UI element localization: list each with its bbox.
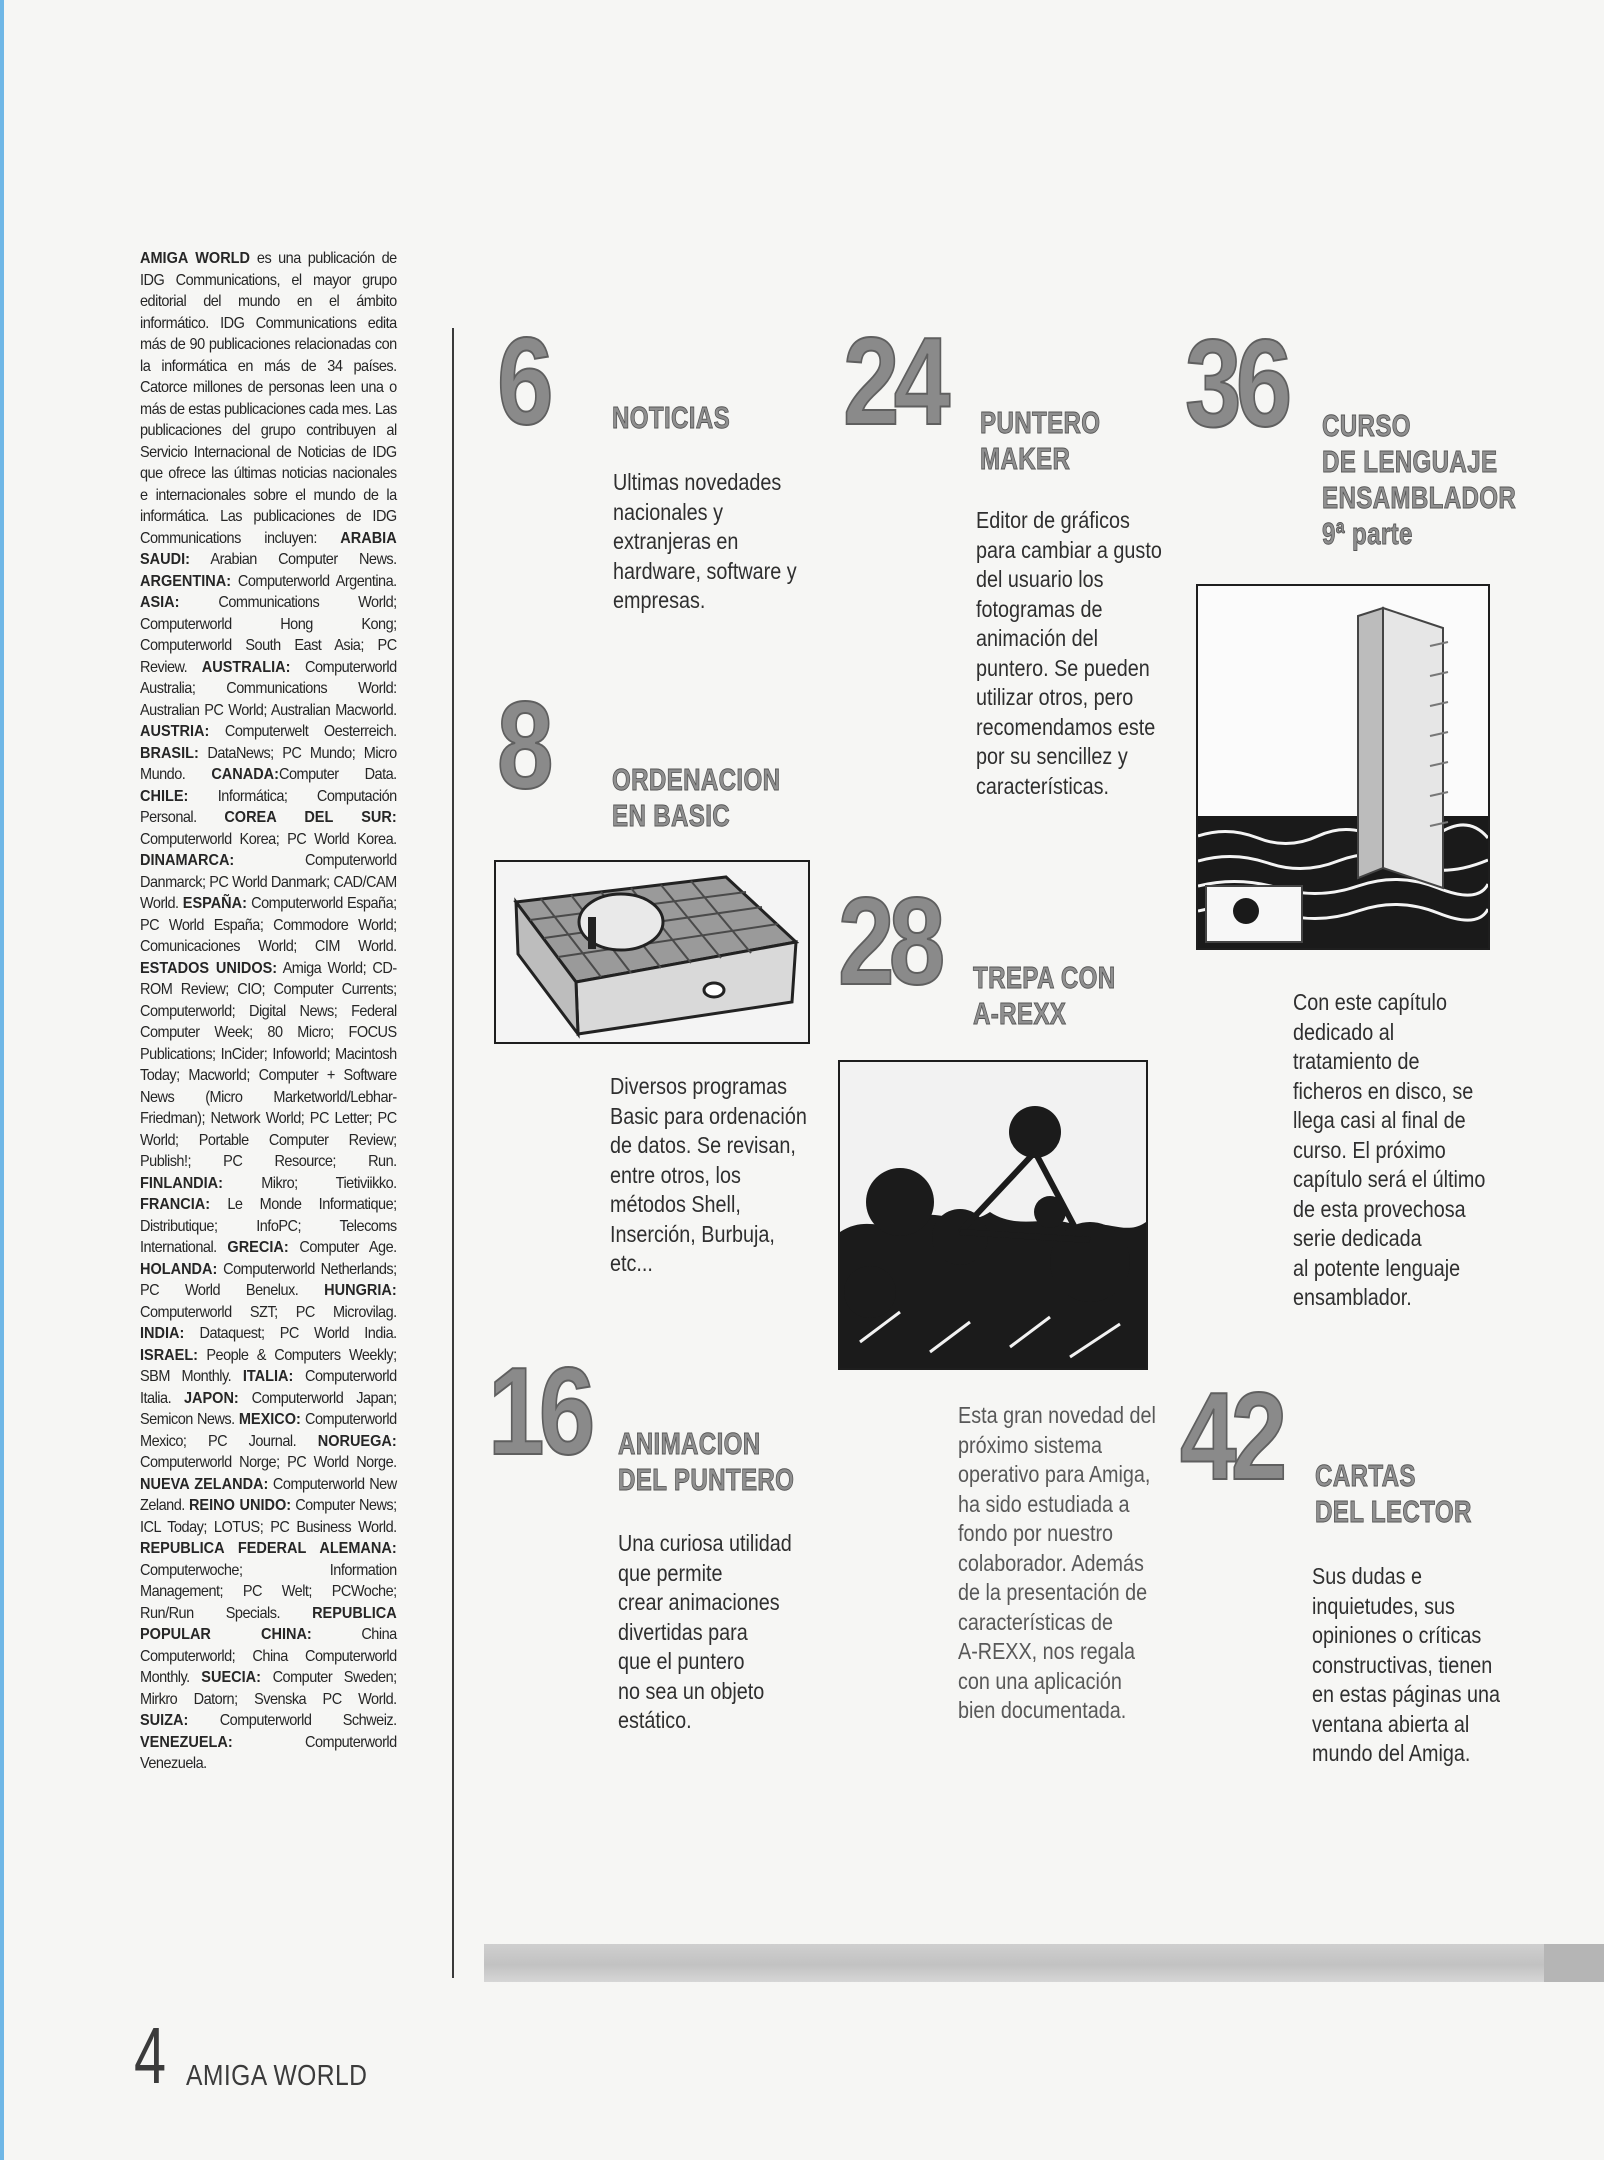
article-desc-animacion bbox=[618, 1529, 792, 1736]
ensamblador-tower-illustration bbox=[1196, 584, 1490, 950]
publication-text: Computerworld Netherlands; PC World Benelux. bbox=[140, 1260, 397, 1299]
country-heading: DINAMARCA: bbox=[140, 852, 235, 869]
publication-text: Computerworld SZT; PC Microvilag. bbox=[140, 1303, 397, 1321]
desc-line: ventana abierta al bbox=[1312, 1710, 1470, 1737]
country-heading: ISRAEL: bbox=[140, 1346, 199, 1364]
desc-line: para cambiar a gusto bbox=[976, 536, 1162, 563]
publication-text: Computerworld Schweiz. bbox=[188, 1712, 397, 1729]
desc-line: capítulo será el último bbox=[1293, 1166, 1486, 1192]
country-heading: AUSTRIA: bbox=[140, 723, 210, 740]
desc-line: bien documentada. bbox=[958, 1697, 1127, 1723]
article-desc-curso-ensamblador bbox=[1293, 988, 1485, 1313]
desc-line: opiniones o críticas bbox=[1312, 1622, 1482, 1648]
country-heading: ARABIA SAUDI: bbox=[140, 529, 397, 568]
title-line: TREPA CON bbox=[973, 960, 1116, 995]
desc-line: que permite bbox=[618, 1559, 723, 1586]
country-heading: BRASIL: bbox=[140, 744, 199, 762]
desc-line: del usuario los bbox=[976, 566, 1104, 592]
desc-line: de la presentación de bbox=[958, 1579, 1148, 1605]
desc-line: serie dedicada bbox=[1293, 1225, 1422, 1251]
article-title-curso-ensamblador[interactable] bbox=[1322, 408, 1516, 552]
publication-text: Computerworld España; PC World España; Commodore World; Comunicaciones World; CIM World. bbox=[140, 895, 397, 955]
country-heading: FRANCIA: bbox=[140, 1196, 211, 1213]
publication-text: Computerwelt Oesterreich. bbox=[209, 723, 397, 740]
publication-text: Computerworld Japan; Semicon News. bbox=[140, 1389, 397, 1428]
country-heading: CANADA: bbox=[211, 766, 279, 783]
desc-line: animación del bbox=[976, 625, 1099, 651]
desc-line: con una aplicación bbox=[958, 1667, 1122, 1694]
country-heading: AUSTRALIA: bbox=[201, 658, 291, 676]
country-heading: REPUBLICA FEDERAL ALEMANA: bbox=[140, 1540, 397, 1557]
publication-text: Le Monde Informatique; Distributique; InfoPC; Telecoms International. bbox=[140, 1196, 397, 1256]
country-heading: SUECIA: bbox=[201, 1669, 261, 1686]
publication-text: Computer Data. bbox=[278, 766, 397, 783]
title-line: DE LENGUAJE bbox=[1322, 444, 1498, 479]
folio-magazine-name: AMIGA WORLD bbox=[186, 2060, 368, 2092]
desc-line: dedicado al bbox=[1293, 1018, 1395, 1045]
publication-text: Computer Sweden; Mirkro Datorn; Svenska PC World. bbox=[140, 1669, 397, 1708]
desc-line: extranjeras en bbox=[613, 528, 739, 554]
page-number-8[interactable]: 8 bbox=[497, 677, 548, 815]
publication-text: Communications World; Computerworld Hong Kong; Computerworld South East Asia; PC Review. bbox=[140, 594, 397, 676]
country-heading: ARGENTINA: bbox=[140, 572, 232, 590]
publication-text: Computerworld Australia; Communications World: Australian PC World; Australian Macworld. bbox=[140, 658, 397, 719]
country-heading: FINLANDIA: bbox=[140, 1174, 223, 1192]
title-line: DEL PUNTERO bbox=[618, 1462, 795, 1497]
title-line: NOTICIAS bbox=[612, 400, 731, 435]
country-heading: REPUBLICA POPULAR CHINA: bbox=[140, 1604, 397, 1643]
decorative-band bbox=[484, 1944, 1604, 1982]
desc-line: Inserción, Burbuja, bbox=[610, 1220, 775, 1247]
country-heading: SUIZA: bbox=[140, 1712, 189, 1729]
title-line: DEL LECTOR bbox=[1315, 1494, 1472, 1529]
desc-line: empresas. bbox=[613, 587, 706, 613]
article-title-cartas-lector[interactable] bbox=[1315, 1458, 1472, 1530]
desc-line: de esta provechosa bbox=[1293, 1195, 1466, 1222]
country-heading: VENEZUELA: bbox=[140, 1733, 233, 1751]
desc-line: Con este capítulo bbox=[1293, 989, 1447, 1015]
desc-line: A-REXX, nos regala bbox=[958, 1638, 1136, 1664]
title-line: A-REXX bbox=[973, 996, 1067, 1031]
title-line: 9ª parte bbox=[1322, 516, 1413, 551]
page-number-42[interactable]: 42 bbox=[1180, 1368, 1282, 1506]
country-heading: COREA DEL SUR: bbox=[224, 809, 397, 826]
desc-line: llega casi al final de bbox=[1293, 1107, 1466, 1133]
desc-line: curso. El próximo bbox=[1293, 1136, 1446, 1163]
publication-text: Computerworld Mexico; PC Journal. bbox=[140, 1411, 397, 1450]
title-line: ENSAMBLADOR bbox=[1322, 480, 1517, 515]
publication-text: Computer News; ICL Today; LOTUS; PC Business World. bbox=[140, 1497, 397, 1536]
publication-text: Computerworld New Zeland. bbox=[140, 1475, 397, 1514]
country-heading: GRECIA: bbox=[227, 1239, 289, 1256]
desc-line: por su sencillez y bbox=[976, 743, 1128, 769]
desc-line: recomendamos este bbox=[976, 713, 1156, 740]
desc-line: características. bbox=[976, 772, 1110, 799]
arexx-illustration bbox=[838, 1060, 1148, 1370]
country-heading: AMIGA WORLD bbox=[140, 250, 251, 267]
desc-line: mundo del Amiga. bbox=[1312, 1740, 1471, 1766]
publication-text: Computerworld Korea; PC World Korea. bbox=[140, 830, 397, 848]
article-desc-noticias bbox=[613, 468, 797, 616]
desc-line: tratamiento de bbox=[1293, 1048, 1420, 1074]
publication-text: DataNews; PC Mundo; Micro Mundo. bbox=[140, 744, 397, 783]
desc-line: utilizar otros, pero bbox=[976, 684, 1134, 710]
desc-line: colaborador. Además bbox=[958, 1549, 1144, 1576]
publication-text: Informática; Computación Personal. bbox=[140, 787, 397, 826]
desc-line: al potente lenguaje bbox=[1293, 1254, 1461, 1281]
desc-line: nacionales y bbox=[613, 498, 723, 525]
publication-text: Computerworld Argentina. bbox=[231, 572, 397, 590]
title-line: MAKER bbox=[980, 441, 1071, 476]
article-desc-cartas-lector bbox=[1312, 1562, 1500, 1769]
publication-text: Computer Age. bbox=[288, 1239, 397, 1256]
publication-text: Mikro; Tietiviikko. bbox=[222, 1174, 397, 1192]
publication-text: China Computerworld; China Computerworld Monthly. bbox=[140, 1626, 397, 1686]
page-edge bbox=[0, 0, 4, 2160]
article-title-puntero-maker[interactable] bbox=[980, 405, 1100, 477]
desc-line: fondo por nuestro bbox=[958, 1520, 1114, 1546]
column-divider bbox=[452, 328, 454, 1978]
page-number-36[interactable]: 36 bbox=[1185, 315, 1287, 453]
desc-line: divertidas para bbox=[618, 1618, 748, 1645]
country-heading: ESPAÑA: bbox=[182, 895, 247, 912]
country-heading: HUNGRIA: bbox=[324, 1282, 397, 1299]
country-heading: CHILE: bbox=[140, 787, 189, 805]
desc-line: hardware, software y bbox=[613, 557, 797, 584]
publication-text: Computerworld Norge; PC World Norge. bbox=[140, 1454, 397, 1471]
decorative-band-edge bbox=[1544, 1944, 1604, 1982]
desc-line: puntero. Se pueden bbox=[976, 654, 1150, 681]
publication-text: People & Computers Weekly; SBM Monthly. bbox=[140, 1346, 397, 1385]
country-heading: NORUEGA: bbox=[317, 1432, 397, 1450]
publication-text: Dataquest; PC World India. bbox=[184, 1325, 397, 1342]
page-number-28[interactable]: 28 bbox=[838, 873, 940, 1011]
desc-line: Sus dudas e bbox=[1312, 1563, 1422, 1589]
desc-line: de datos. Se revisan, bbox=[610, 1132, 796, 1158]
desc-line: crear animaciones bbox=[618, 1589, 780, 1615]
article-desc-trepa-arexx bbox=[958, 1401, 1156, 1726]
publication-text: Computerworld Italia. bbox=[140, 1368, 397, 1407]
country-heading: ESTADOS UNIDOS: bbox=[140, 959, 278, 977]
desc-line: entre otros, los bbox=[610, 1161, 741, 1188]
desc-line: que el puntero bbox=[618, 1648, 745, 1674]
country-heading: JAPON: bbox=[183, 1389, 239, 1407]
publication-text: Computerworld Danmarck; PC World Danmark; CAD/CAM World. bbox=[140, 852, 397, 912]
publication-text: Amiga World; CD-ROM Review; CIO; Computer Currents; Computerworld; Digital News; Federal Computer Week; 80 Micro; FOCUS Publications; InCider; Infoworld; Macintosh Today; Macworld; Computer + Software News (Micro Marketworld/Lebhar-Friedman); Network World; PC Letter; PC World; Portable Computer Review; Publish!; PC Resource; Run. bbox=[140, 959, 397, 1170]
article-desc-ordenacion bbox=[610, 1072, 807, 1279]
desc-line: próximo sistema bbox=[958, 1431, 1102, 1458]
title-line: CARTAS bbox=[1315, 1458, 1416, 1493]
publication-text: Arabian Computer News. bbox=[189, 551, 397, 568]
publication-text: Computerwoche; Information Management; PC Welt; PCWoche; Run/Run Specials. bbox=[140, 1561, 397, 1622]
desc-line: ha sido estudiada a bbox=[958, 1490, 1130, 1517]
folio-page-number: 4 bbox=[134, 2011, 167, 2100]
desc-line: fotogramas de bbox=[976, 595, 1103, 622]
title-line: ANIMACION bbox=[618, 1426, 761, 1461]
desc-line: ensamblador. bbox=[1293, 1284, 1412, 1310]
desc-line: Editor de gráficos bbox=[976, 507, 1130, 533]
title-line: EN BASIC bbox=[612, 798, 731, 833]
desc-line: métodos Shell, bbox=[610, 1191, 741, 1217]
desc-line: Una curiosa utilidad bbox=[618, 1530, 792, 1556]
title-line: CURSO bbox=[1322, 408, 1411, 443]
country-heading: REINO UNIDO: bbox=[188, 1497, 292, 1514]
page-number-6[interactable]: 6 bbox=[497, 313, 548, 451]
title-line: PUNTERO bbox=[980, 405, 1101, 440]
desc-line: Diversos programas bbox=[610, 1073, 787, 1099]
desc-line: etc... bbox=[610, 1250, 653, 1276]
publication-text: Computerworld Venezuela. bbox=[140, 1733, 397, 1772]
publisher-info-column bbox=[140, 248, 397, 1775]
desc-line: estático. bbox=[618, 1707, 692, 1733]
desc-line: ficheros en disco, se bbox=[1293, 1077, 1474, 1104]
page-number-16[interactable]: 16 bbox=[488, 1343, 590, 1481]
desc-line: Esta gran novedad del bbox=[958, 1402, 1156, 1428]
desc-line: constructivas, tienen bbox=[1312, 1651, 1493, 1678]
desc-line: características de bbox=[958, 1608, 1114, 1635]
article-title-animacion[interactable] bbox=[618, 1426, 794, 1498]
desc-line: Ultimas novedades bbox=[613, 469, 782, 495]
article-title-trepa-arexx[interactable] bbox=[973, 960, 1116, 1032]
country-heading: ASIA: bbox=[140, 594, 180, 611]
title-line: ORDENACION bbox=[612, 762, 781, 797]
basic-sorting-illustration bbox=[494, 860, 810, 1044]
desc-line: Basic para ordenación bbox=[610, 1102, 807, 1129]
country-heading: MEXICO: bbox=[238, 1411, 301, 1428]
desc-line: inquietudes, sus bbox=[1312, 1592, 1455, 1619]
publication-text: es una publicación de IDG Communications, el mayor grupo editorial del mundo en el ámbito informático. IDG Communications edita más de 90 publicaciones relacionadas con la informática en más de 34 países. Catorce millones de personas leen una o más de estas publicaciones cada mes. Las publicaciones del grupo contribuyen al Servicio Internacional de Noticias de IDG que ofrece las últimas noticias nacionales e internacionales sobre el mundo de la informática. Las publicaciones de IDG Communications incluyen: bbox=[140, 250, 397, 547]
country-heading: ITALIA: bbox=[242, 1368, 294, 1385]
article-desc-puntero-maker bbox=[976, 506, 1162, 801]
country-heading: HOLANDA: bbox=[140, 1260, 218, 1278]
desc-line: operativo para Amiga, bbox=[958, 1461, 1151, 1487]
article-title-noticias[interactable] bbox=[612, 400, 730, 436]
page-number-24[interactable]: 24 bbox=[843, 313, 945, 451]
desc-line: en estas páginas una bbox=[1312, 1681, 1501, 1707]
article-title-ordenacion[interactable] bbox=[612, 762, 780, 834]
country-heading: NUEVA ZELANDA: bbox=[140, 1475, 269, 1493]
desc-line: no sea un objeto bbox=[618, 1677, 765, 1704]
country-heading: INDIA: bbox=[140, 1325, 185, 1342]
